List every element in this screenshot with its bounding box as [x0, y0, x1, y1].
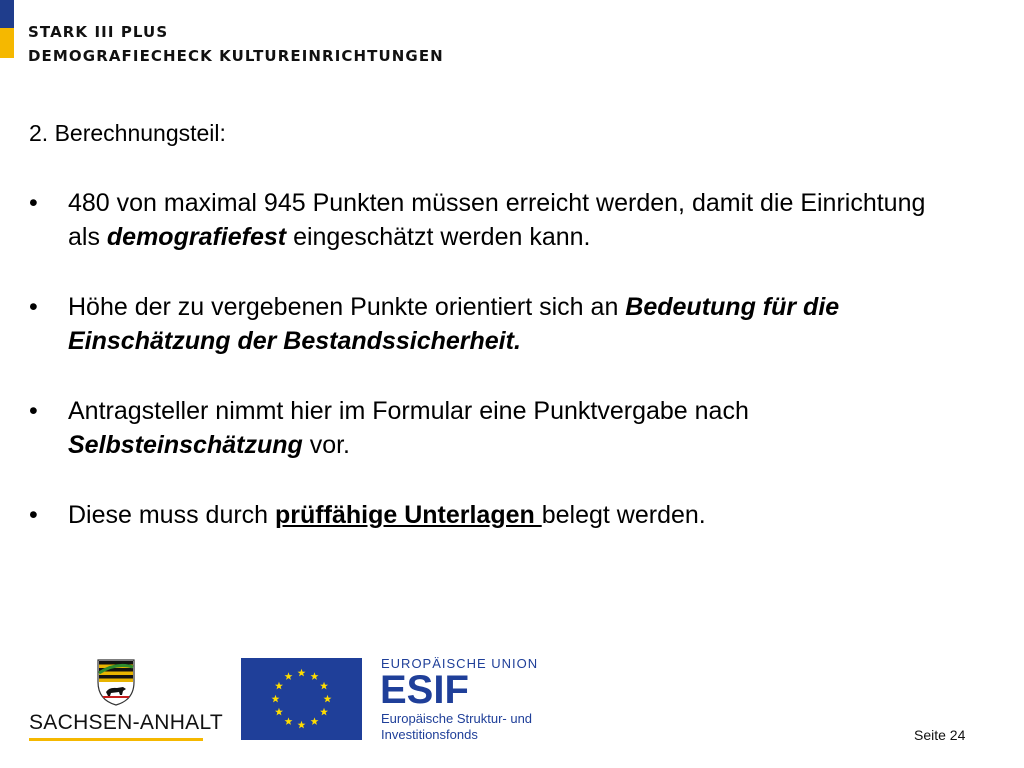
bullet-text: Höhe der zu vergebenen Punkte orientiert sich an — [68, 293, 626, 321]
bullet-item — [29, 498, 929, 532]
bullet-list — [29, 186, 929, 568]
esif-subtitle-line2: Investitionsfonds — [381, 727, 478, 742]
state-underline — [29, 738, 203, 741]
bullet-emphasis: Bedeutung für die Einschätzung der Bestandssicherheit. — [68, 293, 840, 355]
bullet-item — [29, 290, 929, 358]
esif-subtitle — [381, 711, 532, 743]
bullet-icon: • — [29, 397, 38, 425]
bullet-text: vor. — [302, 431, 351, 459]
bullet-item — [29, 186, 929, 254]
bullet-text: Antragsteller nimmt hier im Formular eine Punktvergabe nach — [68, 397, 749, 425]
bullet-text: belegt werden. — [541, 501, 706, 529]
bullet-emphasis: demografiefest — [106, 223, 287, 251]
eu-flag-icon — [241, 658, 362, 740]
coat-of-arms-icon — [95, 658, 137, 706]
eu-union-label: EUROPÄISCHE UNION — [381, 656, 539, 671]
bullet-icon: • — [29, 189, 38, 217]
accent-bar-blue — [0, 0, 14, 28]
page-number: Seite 24 — [914, 727, 966, 743]
bullet-item — [29, 394, 929, 462]
esif-subtitle-line1: Europäische Struktur- und — [381, 711, 533, 726]
section-heading: 2. Berechnungsteil: — [29, 120, 226, 146]
bullet-emphasis: prüffähige Unterlagen — [275, 501, 542, 529]
header-title-line1: STARK III PLUS — [28, 23, 169, 41]
bullet-text: 480 von maximal 945 Punkten müssen erreicht werden, damit die Einrichtung als — [68, 189, 926, 251]
bullet-text: Diese muss durch — [68, 501, 276, 529]
header-title-line2: DEMOGRAFIECHECK KULTUREINRICHTUNGEN — [28, 47, 444, 65]
bullet-icon: • — [29, 293, 38, 321]
accent-bar-yellow — [0, 28, 14, 58]
bullet-text: eingeschätzt werden kann. — [286, 223, 591, 251]
state-name: SACHSEN-ANHALT — [29, 711, 224, 734]
bullet-emphasis: Selbsteinschätzung — [68, 431, 303, 459]
bullet-icon: • — [29, 501, 38, 529]
esif-logo: ESIF — [380, 668, 469, 712]
